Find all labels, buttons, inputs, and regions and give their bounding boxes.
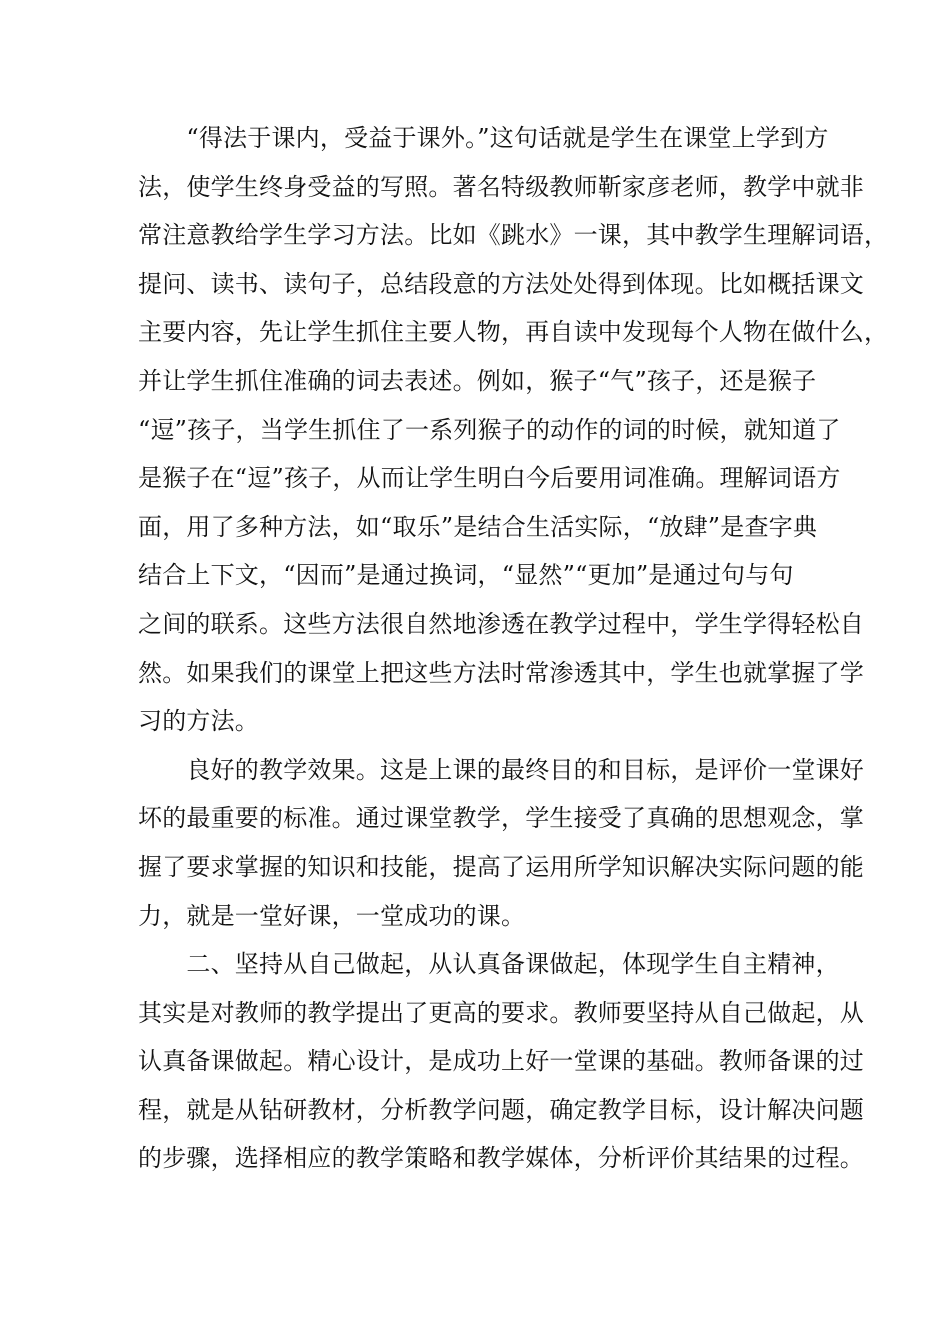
text-line: 面，用了多种方法，如“取乐”是结合生活实际，“放肆”是查字典 xyxy=(138,512,818,541)
text-line: 习的方法。 xyxy=(138,707,259,736)
text-line: “逗”孩子，当学生抓住了一系列猴子的动作的词的时候，就知道了 xyxy=(138,415,841,444)
document-body xyxy=(138,114,889,1183)
text-line: 法，使学生终身受益的写照。著名特级教师靳家彦老师，教学中就非 xyxy=(138,172,864,201)
text-line: 主要内容，先让学生抓住主要人物，再自读中发现每个人物在做什么， xyxy=(138,318,889,347)
text-line: 然。如果我们的课堂上把这些方法时常渗透其中，学生也就掌握了学 xyxy=(138,658,864,687)
text-line: 并让学生抓住准确的词去表述。例如，猴子“气”孩子，还是猴子 xyxy=(138,366,817,395)
text-line: 之间的联系。这些方法很自然地渗透在教学过程中，学生学得轻松自 xyxy=(138,609,864,638)
text-line: 常注意教给学生学习方法。比如《跳水》一课，其中教学生理解词语， xyxy=(138,221,889,250)
text-line: 认真备课做起。精心设计，是成功上好一堂课的基础。教师备课的过 xyxy=(138,1047,864,1076)
text-line: “得法于课内，受益于课外。”这句话就是学生在课堂上学到方 xyxy=(138,124,829,152)
paragraph-teaching-methods xyxy=(138,114,889,746)
text-line: 握了要求掌握的知识和技能，提高了运用所学知识解决实际问题的能 xyxy=(138,852,864,881)
text-line: 程，就是从钻研教材，分析教学问题，确定教学目标，设计解决问题 xyxy=(138,1095,864,1124)
text-line: 坏的最重要的标准。通过课堂教学，学生接受了真确的思想观念，掌 xyxy=(138,804,864,833)
text-line: 是猴子在“逗”孩子，从而让学生明白今后要用词准确。理解词语方 xyxy=(138,464,841,493)
text-line: 提问、读书、读句子，总结段意的方法处处得到体现。比如概括课文 xyxy=(138,269,864,298)
text-line: 结合上下文，“因而”是通过换词，“显然”“更加”是通过句与句 xyxy=(138,561,794,590)
text-line: 良好的教学效果。这是上课的最终目的和目标，是评价一堂课好 xyxy=(138,755,864,784)
text-line: 其实是对教师的教学提出了更高的要求。教师要坚持从自己做起，从 xyxy=(138,998,864,1027)
paragraph-lesson-preparation xyxy=(138,940,864,1183)
text-line: 的步骤，选择相应的教学策略和教学媒体，分析评价其结果的过程。 xyxy=(138,1144,864,1173)
paragraph-teaching-effect xyxy=(138,746,864,940)
text-line: 二、坚持从自己做起，从认真备课做起，体现学生自主精神， xyxy=(138,950,840,979)
text-line: 力，就是一堂好课，一堂成功的课。 xyxy=(138,901,526,930)
